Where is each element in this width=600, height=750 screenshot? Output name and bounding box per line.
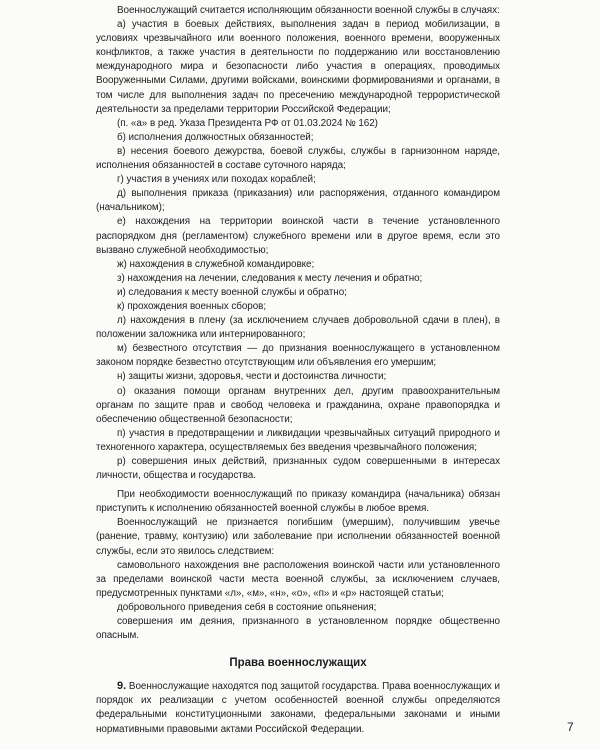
paragraph: и) следования к месту военной службы и обратно; <box>117 286 347 298</box>
paragraph: н) защиты жизни, здоровья, чести и достоинства личности; <box>117 371 387 383</box>
paragraph: м) безвестного отсутствия — до признания военнослужащего в установленном законом порядке безвестно отсутствующим или объявления его умершим; <box>96 343 500 369</box>
paragraph: а) участия в боевых действиях, выполнения задач в период мобилизации, в условиях чрезвычайного или военного положения, военного времени, вооруженных конфликтов, а также участия в деятельности по поддержанию или восстановлению международного мира и безопасности либо участия в операциях, проводимых Вооруженными Силами, другими войсками, воинскими формированиями и органами, в том числе для выполнения задач по пресечению международной террористической деятельности за пределами территории Российской Федерации; <box>96 19 500 115</box>
section-heading: Права военнослужащих <box>229 657 367 670</box>
clause-paragraph <box>96 679 500 736</box>
paragraph: р) совершения иных действий, признанных судом совершенными в интересах личности, общества и государства. <box>96 456 500 482</box>
paragraph: д) выполнения приказа (приказания) или распоряжения, отданного командиром (начальником); <box>96 188 500 214</box>
paragraph: б) исполнения должностных обязанностей; <box>117 131 314 143</box>
clause-text: Военнослужащие находятся под защитой государства. Права военнослужащих и порядок их реализации с учетом особенностей военной службы определяются федеральными конституционными законами, федеральными законами и иными нормативными правовыми актами Российской Федерации. <box>96 681 500 735</box>
paragraph: к) прохождения военных сборов; <box>117 300 267 312</box>
exceptions-block <box>96 488 500 643</box>
paragraph: е) нахождения на территории воинской части в течение установленного распорядком дня (регламентом) служебного времени или в другое время, если это вызвано служебной необходимостью; <box>96 216 500 256</box>
paragraph: о) оказания помощи органам внутренних дел, другим правоохранительным органам по защите прав и свобод человека и гражданина, охране правопорядка и обеспечению общественной безопасности; <box>96 385 500 425</box>
document-page <box>96 4 500 737</box>
paragraph: При необходимости военнослужащий по приказу командира (начальника) обязан приступить к исполнению обязанностей военной службы в любое время. <box>96 489 500 515</box>
paragraph: совершения им деяния, признанного в установленном порядке общественно опасным. <box>96 616 500 642</box>
paragraph: Военнослужащий считается исполняющим обязанности военной службы в случаях: <box>117 5 500 16</box>
paragraph: п) участия в предотвращении и ликвидации чрезвычайных ситуаций природного и техногенного характера, осуществляемых без введения чрезвычайного положения; <box>96 427 500 453</box>
paragraph: самовольного нахождения вне расположения воинской части или установленного за пределами воинской части места военной службы, за исключением случаев, предусмотренных пунктами «л», «м», «н», «о», «п» и «р» настоящей статьи; <box>96 559 500 599</box>
paragraph: г) участия в учениях или походах кораблей; <box>117 174 316 186</box>
paragraph: ж) нахождения в служебной командировке; <box>117 258 315 270</box>
paragraph: з) нахождения на лечении, следования к месту лечения и обратно; <box>117 272 423 284</box>
clause-number: 9. <box>117 680 127 693</box>
paragraph: (п. «а» в ред. Указа Президента РФ от 01.03.2024 № 162) <box>117 117 378 129</box>
paragraph: в) несения боевого дежурства, боевой службы, службы в гарнизонном наряде, исполнения обязанностей в составе суточного наряда; <box>96 145 500 172</box>
paragraph: добровольного приведения себя в состояние опьянения; <box>117 601 377 613</box>
page-number: 7 <box>567 720 574 734</box>
conditions-list <box>96 4 500 483</box>
paragraph: л) нахождения в плену (за исключением случаев добровольной сдачи в плен), в положении заложника или интернированного; <box>96 315 500 341</box>
paragraph: Военнослужащий не признается погибшим (умершим), получившим увечье (ранение, травму, контузию) или заболевание при исполнении обязанностей военной службы, если это явилось следствием: <box>96 517 500 557</box>
